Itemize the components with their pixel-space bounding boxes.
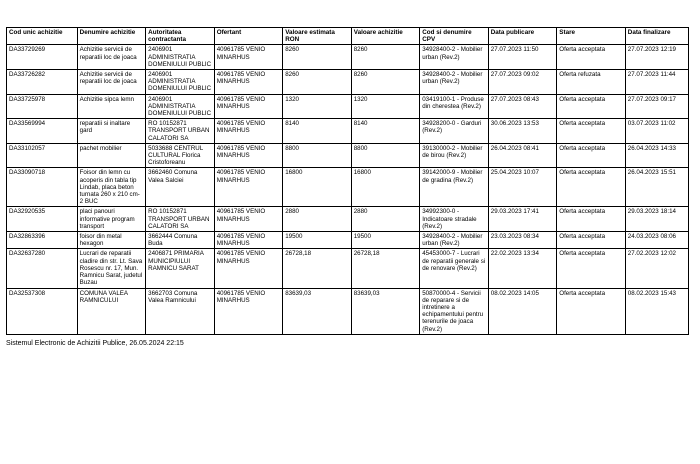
cell-bidder: 40961785 VENIO MINARHUS (214, 288, 283, 334)
cell-procurement-value: 83639,03 (351, 288, 420, 334)
table-row (7, 249, 689, 288)
cell-estimated-value: 83639,03 (283, 288, 352, 334)
cell-status: Oferta acceptata (557, 232, 626, 249)
cell-bidder: 40961785 VENIO MINARHUS (214, 94, 283, 119)
cell-procurement-name: Achizitie servicii de reparatii loc de joaca (77, 45, 146, 70)
cell-estimated-value: 26728,18 (283, 249, 352, 288)
cell-contracting-authority: 2406901 ADMINISTRATIA DOMENIULUI PUBLIC (146, 94, 215, 119)
cell-procurement-name: Foisor din lemn cu acoperis din tabla tip Lindab, placa beton turnata 260 x 210 cm-2 BUC (77, 168, 146, 207)
cell-estimated-value: 16800 (283, 168, 352, 207)
cell-publish-date: 26.04.2023 08:41 (488, 143, 557, 168)
cell-contracting-authority: RO 10152871 TRANSPORT URBAN CALATORI SA (146, 207, 215, 232)
cell-procurement-name: foisor din metal hexagon (77, 232, 146, 249)
cell-estimated-value: 19500 (283, 232, 352, 249)
cell-procurement-value: 2880 (351, 207, 420, 232)
cell-contracting-authority: 5033688 CENTRUL CULTURAL Florica Cristoforeanu (146, 143, 215, 168)
cell-unique-code: DA33569994 (7, 119, 78, 144)
cell-publish-date: 29.03.2023 17:41 (488, 207, 557, 232)
cell-cpv-code: 34928400-2 - Mobilier urban (Rev.2) (420, 232, 489, 249)
cell-status: Oferta acceptata (557, 94, 626, 119)
cell-cpv-code: 45453000-7 - Lucrari de reparatii generale si de renovare (Rev.2) (420, 249, 489, 288)
cell-completion-date: 27.07.2023 12:19 (625, 45, 688, 70)
cell-procurement-name: COMUNA VALEA RAMNICULUI (77, 288, 146, 334)
cell-procurement-value: 26728,18 (351, 249, 420, 288)
cell-status: Oferta acceptata (557, 249, 626, 288)
cell-estimated-value: 2880 (283, 207, 352, 232)
cell-status: Oferta acceptata (557, 119, 626, 144)
cell-estimated-value: 8140 (283, 119, 352, 144)
cell-estimated-value: 1320 (283, 94, 352, 119)
cell-bidder: 40961785 VENIO MINARHUS (214, 207, 283, 232)
cell-procurement-name: Lucrari de reparatii cladire din str. Lt. Sava Rosescu nr. 17, Mun. Ramnicu Sarat, judetul Buzau (77, 249, 146, 288)
cell-contracting-authority: 3662703 Comuna Valea Ramnicului (146, 288, 215, 334)
cell-cpv-code: 34928400-2 - Mobilier urban (Rev.2) (420, 45, 489, 70)
cell-completion-date: 26.04.2023 14:33 (625, 143, 688, 168)
cell-procurement-name: Achizitie servicii de reparatii loc de joaca (77, 70, 146, 95)
table-row (7, 70, 689, 95)
cell-procurement-value: 8260 (351, 45, 420, 70)
column-header-unique-code: Cod unic achizitie (7, 28, 78, 45)
cell-completion-date: 27.02.2023 12:02 (625, 249, 688, 288)
table-row (7, 168, 689, 207)
cell-cpv-code: 50870000-4 - Servicii de reparare si de intretinere a echipamentului pentru terenurile de joaca (Rev.2) (420, 288, 489, 334)
cell-procurement-name: Achizitie sipca lemn (77, 94, 146, 119)
cell-contracting-authority: RO 10152871 TRANSPORT URBAN CALATORI SA (146, 119, 215, 144)
cell-unique-code: DA33729269 (7, 45, 78, 70)
cell-contracting-authority: 2406901 ADMINISTRATIA DOMENIULUI PUBLIC (146, 70, 215, 95)
cell-completion-date: 27.07.2023 11:44 (625, 70, 688, 95)
cell-estimated-value: 8260 (283, 45, 352, 70)
column-header-estimated-value: Valoare estimata RON (283, 28, 352, 45)
cell-unique-code: DA32537308 (7, 288, 78, 334)
cell-unique-code: DA32863396 (7, 232, 78, 249)
cell-cpv-code: 39130000-2 - Mobilier de birou (Rev.2) (420, 143, 489, 168)
cell-bidder: 40961785 VENIO MINARHUS (214, 70, 283, 95)
cell-completion-date: 08.02.2023 15:43 (625, 288, 688, 334)
cell-publish-date: 27.07.2023 08:43 (488, 94, 557, 119)
column-header-contracting-authority: Autoritatea contractanta (146, 28, 215, 45)
cell-unique-code: DA33726282 (7, 70, 78, 95)
cell-status: Oferta acceptata (557, 143, 626, 168)
cell-procurement-name: pachet mobilier (77, 143, 146, 168)
table-row (7, 232, 689, 249)
column-header-procurement-value: Valoare achizitie (351, 28, 420, 45)
cell-procurement-name: placi panouri informative program transport (77, 207, 146, 232)
cell-procurement-value: 8800 (351, 143, 420, 168)
cell-contracting-authority: 2406901 ADMINISTRATIA DOMENIULUI PUBLIC (146, 45, 215, 70)
cell-status: Oferta acceptata (557, 288, 626, 334)
cell-bidder: 40961785 VENIO MINARHUS (214, 143, 283, 168)
cell-completion-date: 27.07.2023 09:17 (625, 94, 688, 119)
cell-contracting-authority: 3662460 Comuna Valea Salciei (146, 168, 215, 207)
cell-unique-code: DA33725978 (7, 94, 78, 119)
column-header-publish-date: Data publicare (488, 28, 557, 45)
column-header-status: Stare (557, 28, 626, 45)
table-row (7, 119, 689, 144)
cell-completion-date: 29.03.2023 18:14 (625, 207, 688, 232)
cell-status: Oferta refuzata (557, 70, 626, 95)
cell-cpv-code: 34928200-0 - Garduri (Rev.2) (420, 119, 489, 144)
cell-bidder: 40961785 VENIO MINARHUS (214, 232, 283, 249)
cell-publish-date: 23.03.2023 08:34 (488, 232, 557, 249)
cell-publish-date: 30.06.2023 13:53 (488, 119, 557, 144)
cell-procurement-value: 19500 (351, 232, 420, 249)
cell-bidder: 40961785 VENIO MINARHUS (214, 168, 283, 207)
column-header-bidder: Ofertant (214, 28, 283, 45)
cell-publish-date: 27.07.2023 11:50 (488, 45, 557, 70)
cell-cpv-code: 34992300-0 - Indicatoare stradale (Rev.2) (420, 207, 489, 232)
cell-procurement-name: reparatii si inaltare gard (77, 119, 146, 144)
cell-bidder: 40961785 VENIO MINARHUS (214, 119, 283, 144)
cell-bidder: 40961785 VENIO MINARHUS (214, 249, 283, 288)
table-row (7, 143, 689, 168)
table-row (7, 45, 689, 70)
cell-publish-date: 08.02.2023 14:05 (488, 288, 557, 334)
cell-cpv-code: 03419100-1 - Produse din cherestea (Rev.2) (420, 94, 489, 119)
cell-unique-code: DA32920535 (7, 207, 78, 232)
table-body (7, 45, 689, 334)
cell-unique-code: DA33090718 (7, 168, 78, 207)
cell-bidder: 40961785 VENIO MINARHUS (214, 45, 283, 70)
cell-completion-date: 26.04.2023 15:51 (625, 168, 688, 207)
cell-publish-date: 22.02.2023 13:34 (488, 249, 557, 288)
table-row (7, 207, 689, 232)
cell-status: Oferta acceptata (557, 168, 626, 207)
cell-status: Oferta acceptata (557, 207, 626, 232)
procurement-table-container (6, 27, 689, 335)
cell-publish-date: 27.07.2023 09:02 (488, 70, 557, 95)
cell-unique-code: DA32637280 (7, 249, 78, 288)
cell-procurement-value: 1320 (351, 94, 420, 119)
cell-procurement-value: 8140 (351, 119, 420, 144)
cell-cpv-code: 34928400-2 - Mobilier urban (Rev.2) (420, 70, 489, 95)
header-row (7, 28, 689, 45)
cell-status: Oferta acceptata (557, 45, 626, 70)
cell-estimated-value: 8800 (283, 143, 352, 168)
table-row (7, 288, 689, 334)
procurement-table (6, 27, 689, 335)
cell-cpv-code: 39142000-9 - Mobilier de gradina (Rev.2) (420, 168, 489, 207)
footer-text: Sistemul Electronic de Achizitii Publice, 26.05.2024 22:15 (6, 340, 184, 347)
column-header-procurement-name: Denumire achizitie (77, 28, 146, 45)
cell-contracting-authority: 2406871 PRIMARIA MUNICIPIULUI RAMNICU SARAT (146, 249, 215, 288)
cell-completion-date: 03.07.2023 11:02 (625, 119, 688, 144)
column-header-cpv-code: Cod si denumire CPV (420, 28, 489, 45)
cell-procurement-value: 16800 (351, 168, 420, 207)
cell-completion-date: 24.03.2023 08:06 (625, 232, 688, 249)
cell-contracting-authority: 3662444 Comuna Buda (146, 232, 215, 249)
cell-procurement-value: 8260 (351, 70, 420, 95)
cell-unique-code: DA33102057 (7, 143, 78, 168)
cell-estimated-value: 8260 (283, 70, 352, 95)
column-header-completion-date: Data finalizare (625, 28, 688, 45)
cell-publish-date: 25.04.2023 10:07 (488, 168, 557, 207)
table-row (7, 94, 689, 119)
